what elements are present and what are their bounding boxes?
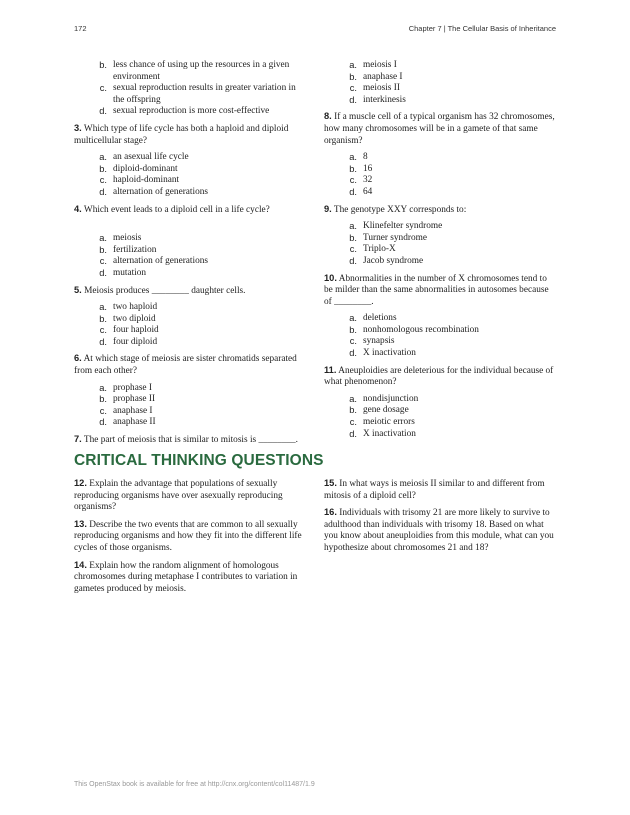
answer-option — [74, 245, 306, 257]
question-text: The part of meiosis that is similar to mitosis is ________. — [83, 435, 298, 446]
option-text: 8 — [363, 152, 368, 163]
answer-option — [74, 268, 306, 280]
question-10 — [324, 273, 556, 309]
answer-option — [74, 394, 306, 406]
question-6 — [74, 353, 306, 377]
option-text: Jacob syndrome — [363, 255, 424, 266]
option-letter: c. — [99, 256, 107, 267]
question-text: Describe the two events that are common to all sexually reproducing organisms and how they fit into the different life cycles of those organisms. — [74, 519, 302, 553]
option-letter: c. — [99, 175, 107, 186]
option-letter: c. — [99, 325, 107, 336]
option-letter: d. — [349, 186, 357, 197]
options-list — [324, 221, 556, 267]
option-text: alternation of generations — [113, 186, 208, 197]
answer-option — [74, 302, 306, 314]
option-letter: d. — [349, 255, 357, 266]
option-text: four diploid — [113, 336, 158, 347]
answer-option — [324, 256, 556, 268]
answer-option — [74, 383, 306, 395]
answer-option — [324, 72, 556, 84]
footer-note: This OpenStax book is available for free at http://cnx.org/content/col11487/1.9 — [74, 781, 315, 788]
answer-option — [324, 95, 556, 107]
question-text: Which event leads to a diploid cell in a life cycle? — [83, 204, 270, 215]
option-text: four haploid — [113, 325, 159, 336]
option-text: anaphase I — [113, 405, 153, 416]
right-column — [324, 60, 556, 445]
answer-option — [74, 233, 306, 245]
answer-option — [324, 394, 556, 406]
option-letter: d. — [349, 428, 357, 439]
question-number: 3. — [74, 122, 82, 133]
answer-option — [324, 152, 556, 164]
option-text: mutation — [113, 267, 147, 278]
question-text: Meiosis produces ________ daughter cells. — [84, 285, 246, 296]
question-number: 6. — [74, 353, 82, 364]
option-text: X inactivation — [363, 428, 416, 439]
question-number: 15. — [324, 478, 337, 488]
option-text: two diploid — [113, 313, 156, 324]
option-letter: c. — [349, 175, 357, 186]
option-text: deletions — [363, 313, 397, 324]
answer-option — [324, 187, 556, 199]
answer-option — [74, 175, 306, 187]
option-letter: d. — [349, 94, 357, 105]
option-letter: b. — [349, 405, 357, 416]
option-letter: a. — [349, 60, 357, 70]
question-number: 7. — [74, 434, 82, 445]
option-letter: d. — [99, 417, 107, 428]
option-text: prophase II — [113, 394, 156, 405]
question-11 — [324, 365, 556, 389]
option-letter: b. — [349, 163, 357, 174]
answer-option — [324, 348, 556, 360]
question-number: 10. — [324, 272, 337, 283]
options-list — [324, 394, 556, 440]
answer-option — [324, 405, 556, 417]
question-15 — [324, 478, 556, 502]
option-letter: b. — [99, 313, 107, 324]
answer-option — [74, 314, 306, 326]
answer-option — [324, 83, 556, 95]
option-letter: b. — [349, 232, 357, 243]
question-number: 8. — [324, 111, 332, 122]
answer-option — [74, 106, 306, 118]
left-column — [74, 60, 306, 452]
option-letter: b. — [99, 244, 107, 255]
question-3 — [74, 123, 306, 147]
critical-left-column — [74, 478, 306, 600]
option-text: X inactivation — [363, 348, 416, 359]
options-list — [324, 152, 556, 198]
question-text: If a muscle cell of a typical organism has 32 chromosomes, how many chromosomes will be in a gamete of that same organism? — [324, 112, 555, 146]
question-number: 5. — [74, 284, 82, 295]
options-list — [324, 60, 556, 106]
option-letter: b. — [99, 394, 107, 405]
option-text: meiotic errors — [363, 417, 415, 428]
answer-option — [324, 417, 556, 429]
question-16 — [324, 507, 556, 554]
option-text: synapsis — [363, 336, 395, 347]
answer-option — [324, 175, 556, 187]
option-letter: a. — [349, 313, 357, 324]
options-list — [74, 60, 306, 118]
option-text: meiosis I — [363, 60, 397, 70]
spacer — [74, 221, 306, 233]
option-letter: a. — [99, 382, 107, 393]
answer-option — [324, 60, 556, 72]
option-letter: c. — [99, 83, 107, 94]
options-list — [324, 313, 556, 359]
option-text: 16 — [363, 163, 373, 174]
option-letter: c. — [349, 336, 357, 347]
option-letter: d. — [99, 106, 107, 117]
question-number: 4. — [74, 203, 82, 214]
question-number: 12. — [74, 478, 87, 488]
question-text: Individuals with trisomy 21 are more likely to survive to adulthood than individuals with trisomy 18. Based on what you know about aneuploidies from this module, what can you hypothesize about chromosomes 21 and 18? — [324, 508, 554, 553]
option-text: meiosis — [113, 233, 142, 244]
answer-option — [74, 164, 306, 176]
option-text: prophase I — [113, 382, 152, 393]
option-letter: b. — [99, 60, 107, 70]
question-text: Abnormalities in the number of X chromosomes tend to be milder than the same abnormalities in autosomes because of ________. — [324, 273, 549, 307]
option-letter: a. — [349, 393, 357, 404]
critical-right-column — [324, 478, 556, 560]
chapter-header: Chapter 7 | The Cellular Basis of Inheritance — [408, 24, 556, 33]
option-text: haploid-dominant — [113, 175, 180, 186]
option-letter: b. — [349, 324, 357, 335]
option-text: interkinesis — [363, 94, 406, 105]
option-text: an asexual life cycle — [113, 152, 189, 163]
question-text: Explain the advantage that populations of sexually reproducing organisms have over asexually reproducing organisms? — [74, 479, 283, 513]
option-letter: a. — [99, 152, 107, 163]
option-text: Klinefelter syndrome — [363, 221, 443, 232]
answer-option — [324, 336, 556, 348]
option-text: two haploid — [113, 302, 158, 313]
answer-option — [74, 325, 306, 337]
option-text: nonhomologous recombination — [363, 324, 479, 335]
options-list — [74, 302, 306, 348]
answer-option — [324, 221, 556, 233]
option-text: sexual reproduction is more cost-effective — [113, 106, 270, 117]
option-text: Triplo-X — [363, 244, 396, 255]
question-text: Aneuploidies are deleterious for the individual because of what phenomenon? — [324, 365, 554, 388]
answer-option — [324, 233, 556, 245]
page-number: 172 — [74, 24, 87, 33]
question-number: 14. — [74, 559, 87, 570]
question-12 — [74, 478, 306, 514]
option-letter: d. — [99, 336, 107, 347]
answer-option — [74, 337, 306, 349]
answer-option — [74, 83, 306, 106]
answer-option — [324, 164, 556, 176]
option-letter: d. — [99, 186, 107, 197]
option-letter: c. — [349, 83, 357, 94]
question-number: 9. — [324, 203, 332, 214]
answer-option — [74, 60, 306, 83]
answer-option — [324, 244, 556, 256]
option-letter: b. — [99, 163, 107, 174]
option-text: less chance of using up the resources in a given environment — [113, 60, 290, 82]
question-text: In what ways is meiosis II similar to and different from mitosis of a diploid cell? — [324, 479, 545, 501]
option-text: alternation of generations — [113, 256, 208, 267]
question-text: Which type of life cycle has both a haploid and diploid multicellular stage? — [74, 123, 289, 146]
question-5 — [74, 285, 306, 298]
answer-option — [324, 325, 556, 337]
option-letter: d. — [349, 348, 357, 359]
option-letter: c. — [99, 405, 107, 416]
option-text: sexual reproduction results in greater variation in the offspring — [113, 83, 296, 105]
option-letter: a. — [349, 152, 357, 163]
option-letter: b. — [349, 71, 357, 82]
question-number: 11. — [324, 364, 337, 375]
option-text: anaphase II — [113, 417, 156, 428]
option-text: 64 — [363, 186, 373, 197]
option-text: fertilization — [113, 244, 157, 255]
question-9 — [324, 204, 556, 217]
options-list — [74, 233, 306, 279]
answer-option — [74, 152, 306, 164]
option-letter: d. — [99, 267, 107, 278]
section-title: CRITICAL THINKING QUESTIONS — [74, 452, 324, 469]
question-text: The genotype XXY corresponds to: — [333, 204, 467, 215]
option-text: diploid-dominant — [113, 163, 178, 174]
options-list — [74, 152, 306, 198]
option-text: nondisjunction — [363, 393, 419, 404]
option-text: 32 — [363, 175, 373, 186]
answer-option — [324, 313, 556, 325]
question-text: At which stage of meiosis are sister chromatids separated from each other? — [74, 354, 297, 377]
option-text: meiosis II — [363, 83, 400, 94]
option-letter: a. — [99, 233, 107, 244]
option-text: Turner syndrome — [363, 232, 427, 243]
question-number: 16. — [324, 507, 337, 518]
question-13 — [74, 519, 306, 555]
answer-option — [74, 187, 306, 199]
options-list — [74, 383, 306, 429]
question-7 — [74, 434, 306, 447]
answer-option — [74, 256, 306, 268]
question-8 — [324, 111, 556, 147]
option-letter: a. — [99, 302, 107, 313]
option-text: gene dosage — [363, 405, 409, 416]
option-text: anaphase I — [363, 71, 403, 82]
question-number: 13. — [74, 518, 87, 529]
answer-option — [74, 406, 306, 418]
option-letter: c. — [349, 244, 357, 255]
question-4 — [74, 204, 306, 217]
question-text: Explain how the random alignment of homologous chromosomes during metaphase I contributes to variation in gametes produced by meiosis. — [74, 560, 298, 594]
answer-option — [324, 429, 556, 441]
option-letter: c. — [349, 417, 357, 428]
option-letter: a. — [349, 221, 357, 232]
answer-option — [74, 417, 306, 429]
question-14 — [74, 560, 306, 596]
